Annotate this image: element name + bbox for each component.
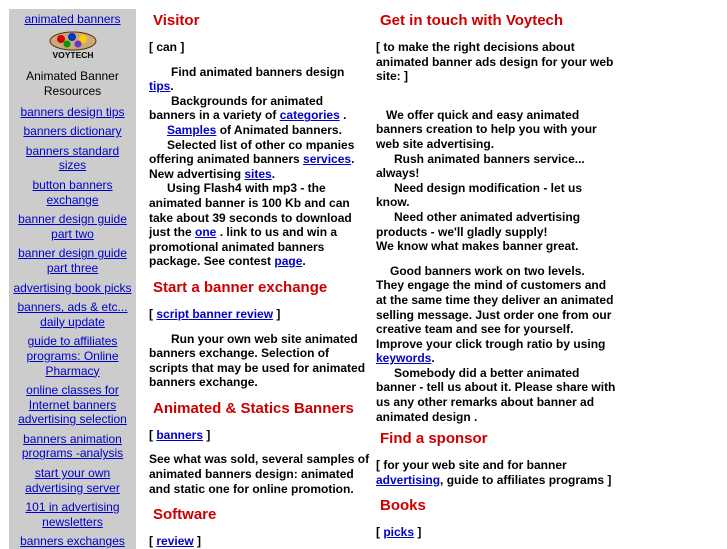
sites-link[interactable]: sites [244,166,272,181]
sidebar-link-animated-banners[interactable]: animated banners [24,12,121,26]
visitor-services-line: Selected list of other co mpanies offering animated banners services. [149,137,355,167]
banners-link[interactable]: banners [156,427,204,442]
sidebar-link[interactable]: 101 in advertising newsletters [25,500,120,529]
voytech-logo-icon [47,30,99,60]
statics-bracket: [ banners ] [149,427,211,442]
sidebar-link[interactable]: advertising book picks [13,280,132,295]
contact-p5: We know what makes banner great. [376,239,579,254]
contact-p1: We offer quick and easy animated banners creation to help you with your web site advertising. [376,107,597,151]
sidebar-link[interactable]: banners exchanges [20,534,125,549]
statics-heading: Animated & Statics Banners [153,399,354,417]
sidebar-link[interactable]: banners animation programs -analysis [21,431,124,461]
contact-p3: Need design modification - let us know. [376,180,583,210]
right-content-column [376,12,616,540]
visitor-can: [ can ] [149,40,185,54]
contact-p6: Good banners work on two levels. They engage the mind of customers and at the same time they deliver an animated selling message. Just order one from our creative team and see for yourself. Improve your click trough ratio by using keywords. [376,263,614,366]
sidebar-link[interactable]: banners, ads & etc... daily update [17,300,128,329]
contest-page-link[interactable]: page [274,254,303,269]
sidebar-link[interactable]: banner design guide part two [18,212,127,241]
books-heading: Books [380,497,426,515]
sidebar-link[interactable]: banners design tips [20,104,125,119]
visitor-samples-line: Samples of Animated banners. [167,122,342,137]
books-bracket: [ picks ] [376,525,422,540]
visitor-flash-line: Using Flash4 with mp3 - the animated banner is 100 Kb and can take about 39 seconds to download just the one . link to us and win a promotional animated banners package. See contest page. [149,181,352,269]
software-heading: Software [153,506,217,524]
contact-intro: [ to make the right decisions about animated banner ads design for your web site: ] [376,40,614,84]
voytech-logo[interactable] [9,30,136,65]
software-bracket: [ review ] [149,534,202,549]
sidebar-link[interactable]: button banners exchange [32,177,113,207]
sidebar-link[interactable]: start your own advertising server [25,466,120,495]
contact-p4: Need other animated advertising products - we'll gladly supply! [376,209,581,239]
contact-heading: Get in touch with Voytech [380,12,564,29]
sidebar-link[interactable]: guide to affiliates programs: Online Pharmacy [26,334,119,378]
visitor-tips-line: Find animated banners design tips. [149,64,345,94]
logo-text: VOYTECH [51,49,94,60]
one-link[interactable]: one [195,225,217,240]
sidebar-link[interactable]: banners dictionary [23,124,122,139]
advertising-link[interactable]: advertising [376,472,441,487]
contact-p2: Rush animated banners service... always! [376,151,585,181]
samples-link[interactable]: Samples [167,122,217,137]
statics-text: See what was sold, several samples of animated banners design: animated and static one for online promotion. [149,452,370,496]
keywords-link[interactable]: keywords [376,351,432,366]
sponsor-heading: Find a sponsor [380,430,488,448]
review-link[interactable]: review [156,534,194,549]
visitor-sites-line: New advertising sites. [149,166,276,181]
exchange-bracket: [ script banner review ] [149,306,281,321]
visitor-heading: Visitor [153,12,200,29]
script-banner-review-link[interactable]: script banner review [156,306,274,321]
sidebar [9,9,136,549]
sidebar-link[interactable]: banner design guide part three [18,246,127,275]
tips-link[interactable]: tips [149,79,171,94]
categories-link[interactable]: categories [279,108,340,123]
services-link[interactable]: services [303,152,352,167]
sidebar-title: Animated Banner Resources [26,68,119,98]
exchange-text: Run your own web site animated banners exchange. Selection of scripts that may be used for animated banners exchange. [149,331,366,390]
visitor-categories-line: Backgrounds for animated banners in a variety of categories . [149,93,347,123]
contact-p7: Somebody did a better animated banner - tell us about it. Please share with us any other remarks about banner ad animated design . [376,365,616,424]
sidebar-link[interactable]: online classes for Internet banners advertising selection [18,383,127,427]
exchange-heading: Start a banner exchange [153,278,328,296]
picks-link[interactable]: picks [383,525,415,540]
left-content-column [149,12,371,549]
sidebar-link[interactable]: banners standard sizes [25,143,120,173]
sponsor-text: [ for your web site and for banner advertising, guide to affiliates programs ] [376,458,612,487]
